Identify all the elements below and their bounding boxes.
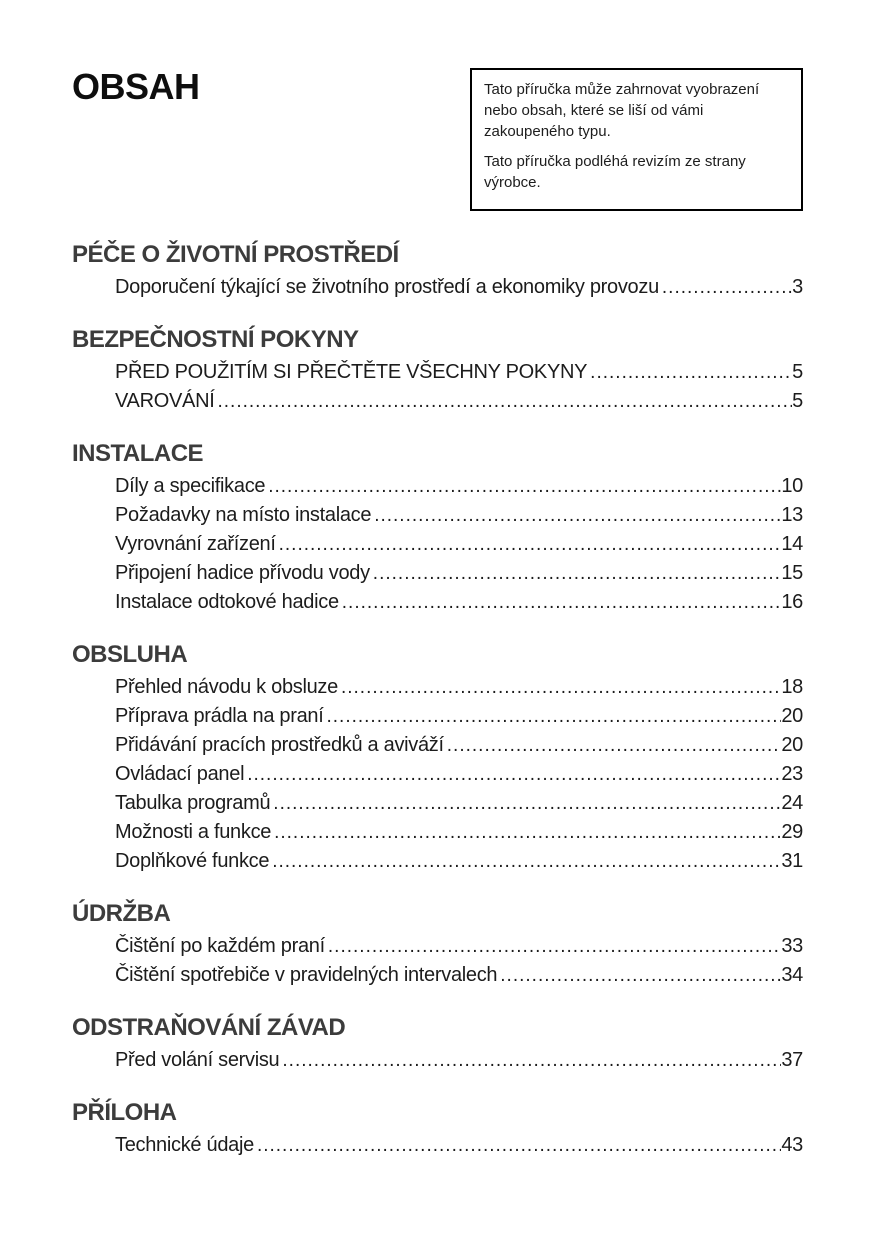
dot-leader bbox=[325, 932, 781, 961]
toc-entry-page: 33 bbox=[781, 935, 803, 957]
toc-entry bbox=[72, 702, 803, 731]
dot-leader bbox=[338, 673, 781, 702]
toc-entry-label: Díly a specifikace bbox=[115, 475, 266, 497]
table-of-contents bbox=[72, 241, 803, 1160]
toc-entry-page: 3 bbox=[792, 276, 803, 298]
toc-entry bbox=[72, 1046, 803, 1075]
toc-entry-page: 18 bbox=[781, 676, 803, 698]
toc-entry-label: Čištění spotřebiče v pravidelných intervalech bbox=[115, 964, 498, 986]
toc-entry bbox=[72, 387, 803, 416]
dot-leader bbox=[444, 731, 782, 760]
note-box bbox=[470, 68, 803, 211]
toc-entry-label: PŘED POUŽITÍM SI PŘEČTĚTE VŠECHNY POKYNY bbox=[115, 361, 588, 383]
page-header bbox=[72, 64, 803, 211]
dot-leader bbox=[270, 789, 781, 818]
note-paragraph: Tato příručka může zahrnovat vyobrazení nebo obsah, které se liší od vámi zakoupeného typu. bbox=[484, 81, 760, 140]
toc-entry-page: 23 bbox=[781, 763, 803, 785]
toc-section-bezpecnostni-pokyny bbox=[72, 326, 803, 416]
section-heading: PŘÍLOHA bbox=[72, 1099, 177, 1126]
toc-entry-label: Ovládací panel bbox=[115, 763, 245, 785]
toc-entry-page: 15 bbox=[781, 562, 803, 584]
toc-entry-label: Tabulka programů bbox=[115, 792, 271, 814]
toc-entry-label: Požadavky na místo instalace bbox=[115, 504, 372, 526]
toc-entry-label: Příprava prádla na praní bbox=[115, 705, 324, 727]
toc-entry-label: Vyrovnání zařízení bbox=[115, 533, 276, 555]
toc-entry bbox=[72, 559, 803, 588]
dot-leader bbox=[497, 961, 781, 990]
dot-leader bbox=[371, 501, 781, 530]
section-heading: INSTALACE bbox=[72, 440, 204, 467]
toc-entry-page: 37 bbox=[781, 1049, 803, 1071]
section-heading: PÉČE O ŽIVOTNÍ PROSTŘEDÍ bbox=[72, 241, 399, 268]
toc-entry bbox=[72, 588, 803, 617]
toc-entry-page: 31 bbox=[781, 850, 803, 872]
section-heading: ODSTRAŇOVÁNÍ ZÁVAD bbox=[72, 1014, 346, 1041]
dot-leader bbox=[370, 559, 782, 588]
toc-entry bbox=[72, 731, 803, 760]
toc-entry-label: Čištění po každém praní bbox=[115, 935, 325, 957]
dot-leader bbox=[659, 273, 792, 302]
toc-entry bbox=[72, 673, 803, 702]
toc-entry-label: Přidávání pracích prostředků a aviváží bbox=[115, 734, 444, 756]
dot-leader bbox=[265, 472, 781, 501]
dot-leader bbox=[323, 702, 781, 731]
toc-entry-page: 5 bbox=[792, 390, 803, 412]
toc-entry bbox=[72, 818, 803, 847]
toc-entry-label: Před volání servisu bbox=[115, 1049, 280, 1071]
dot-leader bbox=[339, 588, 782, 617]
toc-entry bbox=[72, 1131, 803, 1160]
dot-leader bbox=[269, 847, 781, 876]
section-heading: OBSLUHA bbox=[72, 641, 188, 668]
toc-entry-page: 24 bbox=[781, 792, 803, 814]
section-heading: ÚDRŽBA bbox=[72, 900, 171, 927]
toc-entry bbox=[72, 530, 803, 559]
page-title: OBSAH bbox=[72, 66, 200, 107]
toc-entry-page: 43 bbox=[781, 1134, 803, 1156]
toc-entry bbox=[72, 501, 803, 530]
toc-entry-page: 29 bbox=[781, 821, 803, 843]
toc-entry-label: Doplňkové funkce bbox=[115, 850, 270, 872]
toc-entry-page: 5 bbox=[792, 361, 803, 383]
dot-leader bbox=[214, 387, 792, 416]
toc-section-priloha bbox=[72, 1099, 803, 1160]
toc-entry-page: 20 bbox=[781, 705, 803, 727]
toc-entry bbox=[72, 358, 803, 387]
dot-leader bbox=[254, 1131, 781, 1160]
toc-entry-page: 10 bbox=[781, 475, 803, 497]
toc-section-odstranovani-zavad bbox=[72, 1014, 803, 1075]
dot-leader bbox=[587, 358, 792, 387]
toc-entry-page: 13 bbox=[781, 504, 803, 526]
toc-entry bbox=[72, 789, 803, 818]
toc-entry-page: 14 bbox=[781, 533, 803, 555]
toc-section-obsluha bbox=[72, 641, 803, 876]
toc-entry bbox=[72, 760, 803, 789]
section-heading: BEZPEČNOSTNÍ POKYNY bbox=[72, 326, 359, 353]
toc-section-instalace bbox=[72, 440, 803, 617]
toc-entry bbox=[72, 472, 803, 501]
toc-entry-label: Možnosti a funkce bbox=[115, 821, 272, 843]
dot-leader bbox=[279, 1046, 781, 1075]
toc-entry-label: Doporučení týkající se životního prostředí a ekonomiky provozu bbox=[115, 276, 659, 298]
toc-section-pece-o-zivotni-prostredi bbox=[72, 241, 803, 302]
toc-entry-page: 20 bbox=[781, 734, 803, 756]
toc-entry-label: Technické údaje bbox=[115, 1134, 254, 1156]
toc-entry bbox=[72, 932, 803, 961]
toc-entry-page: 34 bbox=[781, 964, 803, 986]
toc-entry-label: VAROVÁNÍ bbox=[115, 390, 215, 412]
dot-leader bbox=[244, 760, 781, 789]
toc-entry bbox=[72, 961, 803, 990]
toc-entry bbox=[72, 847, 803, 876]
toc-entry-label: Přehled návodu k obsluze bbox=[115, 676, 338, 698]
toc-entry-label: Instalace odtokové hadice bbox=[115, 591, 339, 613]
toc-entry-page: 16 bbox=[781, 591, 803, 613]
toc-entry bbox=[72, 273, 803, 302]
note-paragraph: Tato příručka podléhá revizím ze strany výrobce. bbox=[484, 153, 746, 191]
dot-leader bbox=[271, 818, 781, 847]
toc-entry-label: Připojení hadice přívodu vody bbox=[115, 562, 370, 584]
toc-section-udrzba bbox=[72, 900, 803, 990]
dot-leader bbox=[276, 530, 782, 559]
